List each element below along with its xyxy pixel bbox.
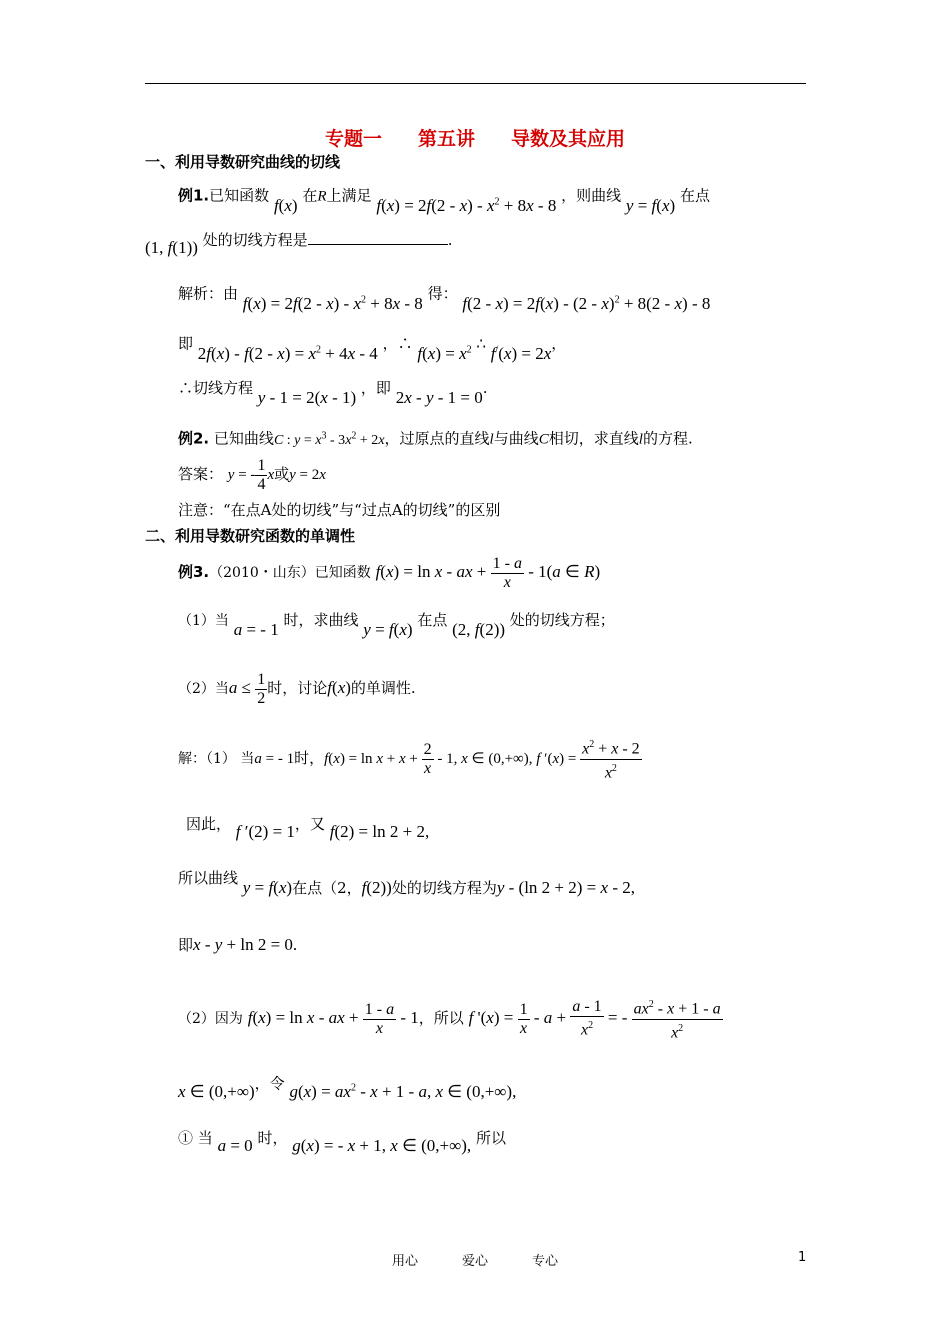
fraction: $\frac{1}{2}$ <box>257 670 266 707</box>
example-2-note: 注意：“在点A处的切线”与“过点A的切线”的区别 <box>178 501 501 519</box>
page-number: 1 <box>798 1250 807 1265</box>
formula: f(2 - x) = 2f(x) - (2 - x)$^2$ + 8(2 - x) - 8 <box>462 293 711 313</box>
fraction: $\frac{1}{x}$ <box>519 1000 528 1037</box>
formula: x - y + ln 2 = 0. <box>193 935 298 954</box>
formula: f(x) = ln x - ax + <box>375 562 491 581</box>
answer-blank <box>308 230 448 245</box>
solution-3-line-6: x ∈ (0,+∞)，令 $g(x) = ax^2 - x + 1 - a$, x ∈ (0,+∞), <box>178 1074 517 1101</box>
formula: y = f(x) <box>242 878 293 897</box>
solution-1-line-2: 即 $2f(x) - f(2 - x) = x^2 + 4x - 4$ ，∴ $f(x) = x^2$ ∴ f/(x) = 2x， <box>178 334 567 363</box>
formula: x ∈ (0,+∞) <box>178 1081 255 1101</box>
fraction: $\frac{a - 1}{x^2}$ <box>572 998 602 1039</box>
fraction: $\frac{1}{4}$ <box>257 456 266 493</box>
example-1-line-1: 例1.已知函数 f(x) 在R上满足 $f(x) = 2f(2 - x) - x^2 + 8x - 8$ ，则曲线 y = f(x) 在点 <box>178 186 710 215</box>
formula: y = f(x) <box>625 195 676 215</box>
fraction: $\frac{1 - a}{x}$ <box>492 554 522 591</box>
formula: y - (ln 2 + 2) = x - 2, <box>496 878 635 897</box>
formula: y = - <box>227 467 256 483</box>
example-2-answer: 答案： y = - $\frac{1}{4}$ x或y = 2x <box>178 456 326 493</box>
example-3-statement: 例3.（2010・山东）已知函数 f(x) = ln x - ax + $\frac{1 - a}{x}$ - 1(a ∈ R) <box>178 554 601 591</box>
solution-1-line-1: 解析：由 $f(x) = 2f(2 - x) - x^2 + 8x - 8$ 得： f(2 - x) = 2f(x) - (2 - x)$^2$ + 8(2 - x) - 8 <box>178 284 711 313</box>
formula: (2, f(2)) <box>452 620 506 639</box>
fraction: $\frac{x^2 + x - 2}{x^2}$ <box>582 739 640 781</box>
page-title: 专题一 第五讲 导数及其应用 <box>324 128 626 150</box>
solution-3-line-1: 解：（1） 当a = - 1时，f(x) = ln x + x + $\frac{2}{x}$ - 1, x ∈ (0,+∞), f ′(x) = $\frac{x^2 + x - 2}{x^2}$ <box>178 736 642 780</box>
formula: a = 0 <box>217 1136 253 1155</box>
formula: f(2) = ln 2 + 2, <box>329 822 430 841</box>
formula: (1, f(1)) <box>145 238 198 257</box>
solution-3-line-4: 即x - y + ln 2 = 0. <box>178 935 298 954</box>
header-rule <box>145 83 806 84</box>
example-2-line-1: 例2. 已知曲线C : $y = x^3 - 3x^2 + 2x$，过原点的直线l与曲线C相切，求直线l的方程. <box>178 429 693 448</box>
formula: f(x) <box>273 195 298 215</box>
solution-3-line-5: （2）因为 f(x) = ln x - ax + $\frac{1 - a}{x}$ - 1，所以 f '(x) = $\frac{1}{x}$ - a + $\frac{a - 1}{x^2}$ = - $\frac{ax^2 - x + 1 - a}{x^2}$ <box>178 996 723 1040</box>
formula: 2x - y - 1 = 0 <box>395 388 483 407</box>
example-3-question-2: （2）当a ≤ $\frac{1}{2}$ 时，讨论f(x)的单调性. <box>178 670 416 707</box>
example-3-question-1: （1）当 a = - 1 时，求曲线 y = f(x) 在点 (2, f(2)) 处的切线方程； <box>178 611 615 639</box>
formula: a = - 1 <box>233 620 279 639</box>
solution-3-line-7: ① 当 a = 0 时， g(x) = - x + 1, x ∈ (0,+∞), 所以 <box>178 1129 506 1155</box>
formula: $2f(x) - f(2 - x) = x^2 + 4x - 4$ <box>197 343 378 363</box>
solution-3-line-3: 所以曲线 y = f(x)在点（2，f(2))处的切线方程为y - (ln 2 + 2) = x - 2, <box>178 869 635 897</box>
formula: $f(x) = 2f(2 - x) - x^2 + 8x - 8$ <box>376 195 557 215</box>
formula: y - 1 = 2(x - 1) <box>257 388 357 407</box>
formula: f/(x) = 2x <box>490 343 552 363</box>
formula: C : $y = x^3 - 3x^2 + 2x$ <box>273 430 385 448</box>
fraction: $\frac{1 - a}{x}$ <box>364 1000 395 1037</box>
formula: g(x) = - x + 1, x ∈ (0,+∞), <box>292 1136 472 1155</box>
solution-3-line-2: 因此， f ′(2) = 1，又 f(2) = ln 2 + 2, <box>186 815 430 841</box>
formula: f(x) = ln x - ax + <box>247 1008 363 1027</box>
formula: $f(x) = 2f(2 - x) - x^2 + 8x - 8$ <box>242 293 423 313</box>
fraction: $\frac{2}{x}$ <box>423 740 432 777</box>
page-footer: 用心 爱心 专心 <box>391 1254 559 1269</box>
formula: $g(x) = ax^2 - x + 1 - a$, x ∈ (0,+∞), <box>289 1081 517 1101</box>
section-heading-1: 一、利用导数研究曲线的切线 <box>145 153 341 171</box>
formula: y = f(x) <box>363 620 413 639</box>
formula: f '(x) = <box>468 1008 518 1027</box>
formula: $f(x) = x^2$ <box>417 343 472 363</box>
fraction: $\frac{ax^2 - x + 1 - a}{x^2}$ <box>633 999 721 1041</box>
formula: f ′(2) = 1 <box>235 822 295 841</box>
solution-1-line-3: ∴切线方程 y - 1 = 2(x - 1) ，即 2x - y - 1 = 0. <box>178 379 488 407</box>
section-heading-2: 二、利用导数研究函数的单调性 <box>145 527 356 545</box>
example-1-line-2: (1, f(1)) 处的切线方程是 . <box>145 231 453 257</box>
